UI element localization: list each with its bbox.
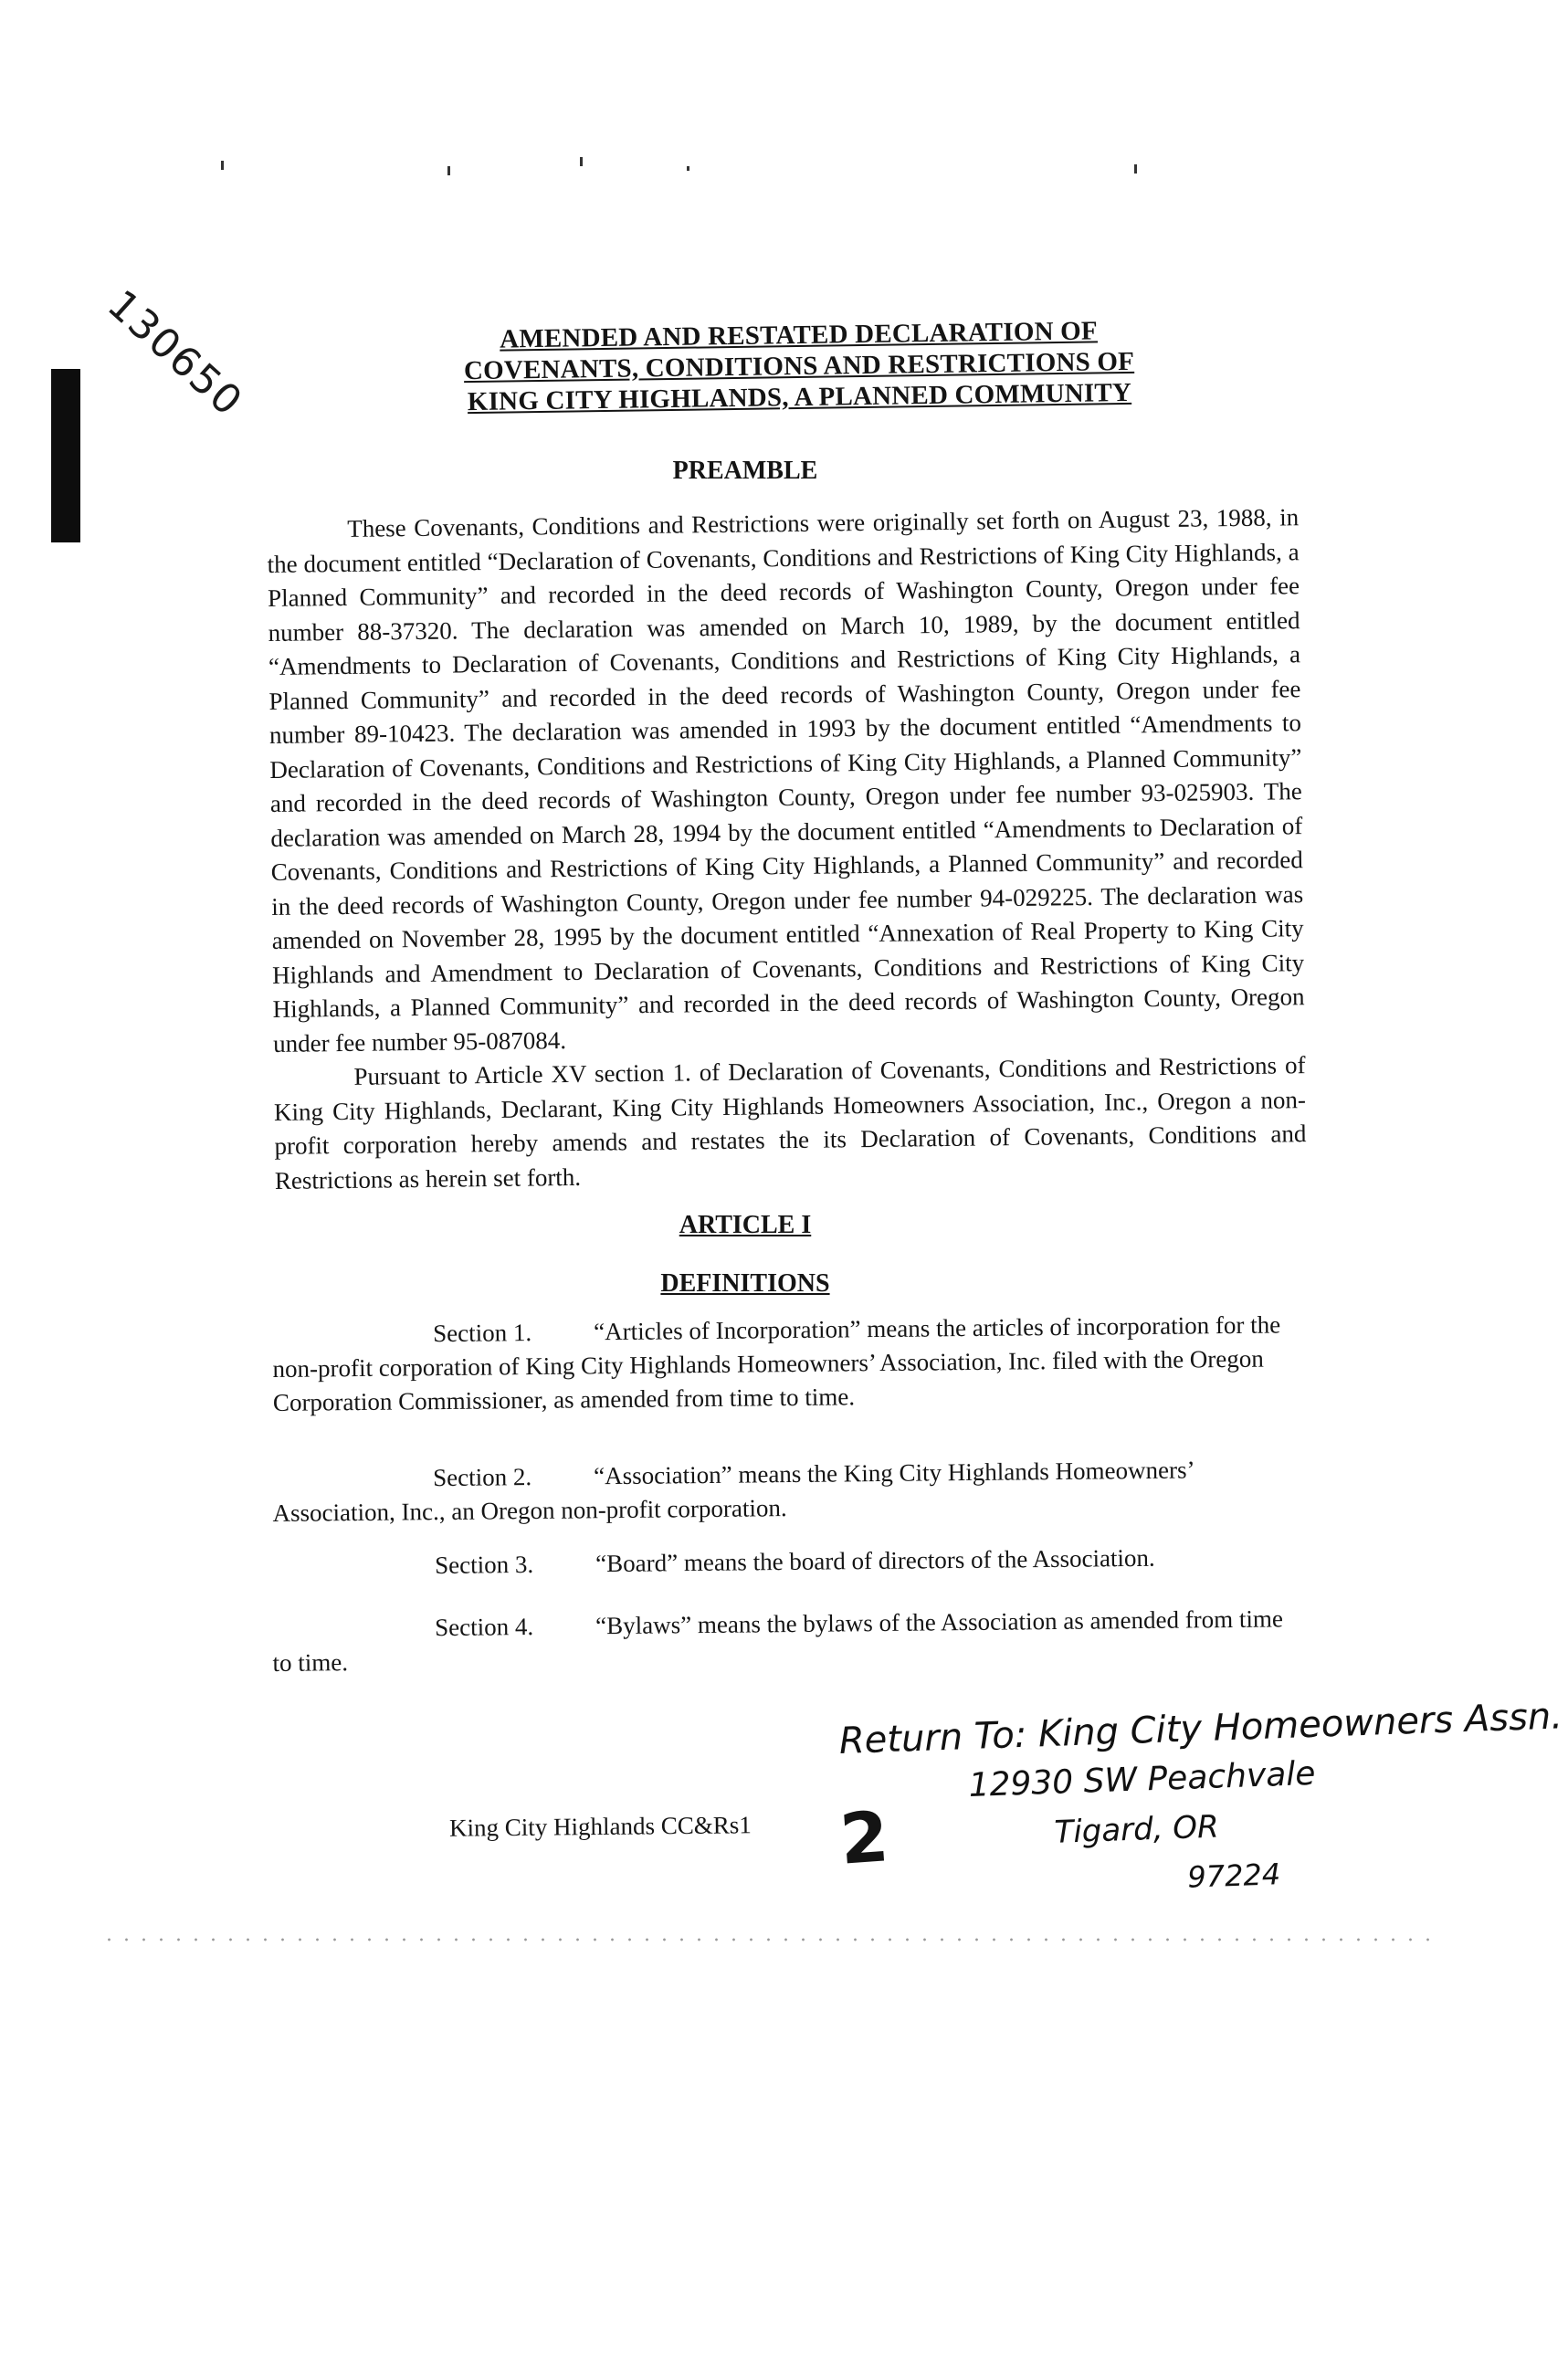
article-heading: ARTICLE I [679, 1211, 812, 1239]
section-label: Section 3. [435, 1550, 534, 1579]
scan-speck [447, 166, 450, 175]
return-to-line: Return To: King City Homeowners Assn. [838, 1695, 1563, 1762]
section-text: “Articles of Incorporation” means the articles of incorporation for the non-profit corporation of King City Highlands Homeowners’ Association, Inc. filed with the Oregon Corporation Commissioner, as amended from time to time. [272, 1310, 1281, 1416]
preamble-body [267, 500, 1307, 1198]
handwritten-return-address [838, 1695, 1563, 1914]
scan-speck [1134, 164, 1137, 174]
section-label: Section 2. [433, 1463, 532, 1492]
title-line: COVENANTS, CONDITIONS AND RESTRICTIONS OF [463, 346, 1135, 386]
section-label: Section 1. [433, 1319, 532, 1348]
article-subheading: DEFINITIONS [660, 1269, 830, 1298]
scan-speck [221, 161, 224, 170]
preamble-paragraph-1: These Covenants, Conditions and Restrictions were originally set forth on August 23, 1988, in the document entitled “Declaration of Covenants, Conditions and Restrictions of King City Highlands, a Planned Community” and recorded in the deed records of Washington County, Oregon under fee number 88-37320. The declaration was amended on March 10, 1989, by the document entitled “Amendments to Declaration of Covenants, Conditions and Restrictions of King City Highlands, a Planned Community” and recorded in the deed records of Washington County, Oregon under fee number 89-10423. The declaration was amended in 1993 by the document entitled “Amendments to Declaration of Covenants, Conditions and Restrictions of King City Highlands, a Planned Community” and recorded in the deed records of Washington County, Oregon under fee number 93-025903. The declaration was amended on March 28, 1994 by the document entitled “Amendments to Declaration of Covenants, Conditions and Restrictions of King City Highlands, a Planned Community” and recorded in the deed records of Washington County, Oregon under fee number 94-029225. The declaration was amended on November 28, 1995 by the document entitled “Annexation of Real Property to King City Highlands and Amendment to Declaration of Covenants, Conditions and Restrictions of King City Highlands, a Planned Community” and recorded in the deed records of Washington County, Oregon under fee number 95-087084. [267, 503, 1305, 1057]
scan-noise-row [100, 1934, 1434, 1945]
handwritten-page-mark: 2 [837, 1795, 891, 1880]
title-line: KING CITY HIGHLANDS, A PLANNED COMMUNITY [467, 377, 1132, 417]
footer-label: King City Highlands CC&Rs1 [448, 1811, 752, 1842]
definition-section-1 [272, 1308, 1290, 1420]
scan-speck [687, 166, 689, 171]
city-state: Tigard, OR [1053, 1808, 1220, 1851]
section-text: “Association” means the King City Highlands Homeowners’ Association, Inc., an Oregon non-profit corporation. [272, 1456, 1194, 1527]
title-line: AMENDED AND RESTATED DECLARATION OF [499, 316, 1099, 354]
preamble-paragraph-2: Pursuant to Article XV section 1. of Declaration of Covenants, Conditions and Restrictions of King City Highlands, Declarant, King City Highlands Homeowners Association, Inc., Oregon a non-profit corporation hereby amends and restates the its Declaration of Covenants, Conditions and Restrictions as herein set forth. [273, 1051, 1307, 1194]
street-address: 12930 SW Peachvale [968, 1754, 1317, 1805]
preamble-heading: PREAMBLE [672, 457, 818, 485]
document-title [273, 312, 1324, 420]
scan-speck [580, 157, 583, 166]
zip-code: 97224 [1186, 1857, 1281, 1895]
definition-section-2 [272, 1452, 1290, 1531]
section-text: “Board” means the board of directors of the Association. [595, 1543, 1155, 1578]
margin-handwritten-number: 130650 [98, 281, 252, 426]
definition-section-4 [272, 1602, 1290, 1680]
section-text: “Bylaws” means the bylaws of the Association as amended from time to time. [272, 1604, 1284, 1677]
scan-edge-bar [51, 369, 80, 542]
section-label: Section 4. [435, 1613, 534, 1642]
definition-section-3 [435, 1541, 1257, 1583]
